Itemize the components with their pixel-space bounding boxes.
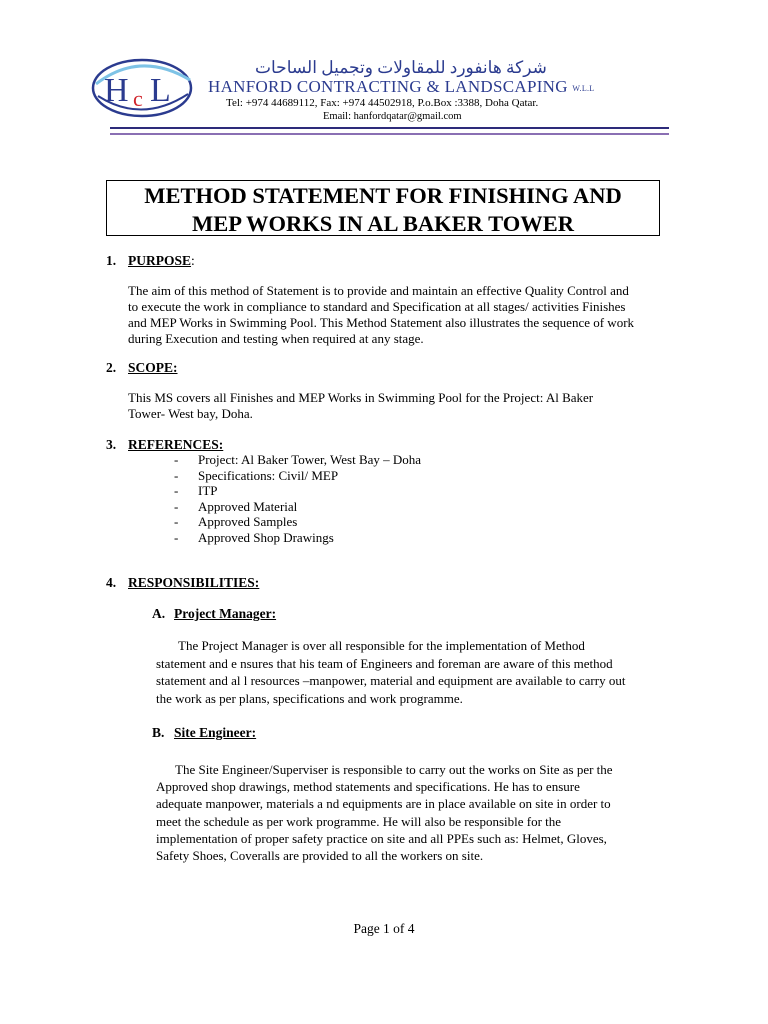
section-heading-text: REFERENCES:	[128, 437, 224, 452]
section-number: 3.	[106, 437, 117, 452]
paragraph-line: Approved shop drawings, method statements and specifications. He has to ensure	[156, 779, 580, 795]
svg-text:L: L	[150, 72, 171, 109]
section-heading-suffix: :	[191, 253, 195, 268]
paragraph-line: to execute the work in compliance to standard and Specification at all stages/ activities Finishes	[128, 299, 626, 314]
title-line-2: MEP WORKS IN AL BAKER TOWER	[192, 211, 574, 236]
paragraph-line: The aim of this method of Statement is to provide and maintain an effective Quality Control and	[128, 283, 629, 298]
title-line-1: METHOD STATEMENT FOR FINISHING AND	[144, 183, 622, 208]
section-purpose-heading	[106, 253, 195, 269]
subsection-project-manager-heading	[152, 606, 276, 622]
company-suffix: W.L.L	[572, 84, 595, 93]
header-divider-top	[110, 127, 669, 129]
section-number: 2.	[106, 360, 117, 375]
section-responsibilities-heading	[106, 575, 259, 591]
references-list	[174, 452, 421, 545]
list-item: - ITP	[174, 483, 218, 498]
paragraph-line: the work as per plans, specifications and work programme.	[156, 690, 463, 706]
svg-text:c: c	[133, 86, 143, 111]
list-item-text: ITP	[198, 483, 218, 498]
list-item: - Project: Al Baker Tower, West Bay – Doha	[174, 452, 422, 467]
section-scope-heading	[106, 360, 178, 376]
paragraph-line: The Site Engineer/Superviser is responsible to carry out the works on Site as per the	[175, 762, 613, 777]
contact-line: Tel: +974 44689112, Fax: +974 44502918, P.o.Box :3388, Doha Qatar.	[226, 97, 539, 109]
company-name-arabic: شركة هانفورد للمقاولات وتجميل الساحات	[255, 58, 547, 77]
list-item-text: Approved Samples	[198, 514, 298, 529]
paragraph-line: statement and e nsures that his team of Engineers and foreman are aware of this method	[156, 655, 613, 671]
list-item-text: Approved Material	[198, 498, 298, 514]
section-purpose-body	[128, 283, 634, 347]
list-item-text: Project: Al Baker Tower, West Bay – Doha	[198, 452, 422, 467]
paragraph-line: implementation of proper safety practice on site and all PPEs such as: Helmet, Gloves,	[156, 830, 607, 846]
section-number: 4.	[106, 575, 117, 590]
paragraph-line: The Project Manager is over all responsible for the implementation of Method	[178, 638, 585, 653]
company-logo	[90, 54, 195, 125]
list-item-text: Specifications: Civil/ MEP	[198, 467, 339, 483]
paragraph-line: meet the schedule as per work programme. He will also be responsible for the	[156, 813, 562, 829]
document-title	[106, 180, 660, 236]
section-scope-body	[128, 390, 593, 422]
email-line: Email: hanfordqatar@gmail.com	[323, 111, 462, 122]
company-name	[208, 77, 595, 97]
subsection-project-manager-body	[156, 637, 625, 707]
subsection-site-engineer-body	[156, 761, 613, 864]
paragraph-line: Tower- West bay, Doha.	[128, 406, 253, 421]
paragraph-line: adequate manpower, materials a nd equipments are in place available on site in order to	[156, 796, 611, 812]
list-item: - Approved Shop Drawings	[174, 529, 334, 545]
paragraph-line: statement and al l resources –manpower, material and equipment are available to carry out	[156, 673, 626, 688]
section-number: 1.	[106, 253, 117, 268]
header-divider-bottom	[110, 133, 669, 135]
list-item-text: Approved Shop Drawings	[198, 529, 334, 545]
subsection-letter: A.	[152, 606, 166, 621]
list-item: - Approved Samples	[174, 514, 298, 529]
subsection-site-engineer-heading	[152, 725, 256, 741]
paragraph-line: during Execution and testing when required at any stage.	[128, 331, 424, 346]
section-heading-text: PURPOSE	[128, 253, 192, 268]
page-number: Page 1 of 4	[353, 921, 415, 936]
list-item: - Specifications: Civil/ MEP	[174, 467, 339, 483]
list-item: - Approved Material	[174, 498, 298, 514]
subsection-heading-text: Project Manager:	[174, 606, 277, 621]
paragraph-line: Safety Shoes, Coveralls are provided to all the workers on site.	[156, 848, 484, 864]
subsection-heading-text: Site Engineer:	[174, 725, 257, 740]
svg-text:H: H	[104, 72, 129, 109]
section-heading-text: RESPONSIBILITIES:	[128, 575, 260, 590]
paragraph-line: and MEP Works in Swimming Pool. This Method Statement also illustrates the sequence of work	[128, 315, 635, 330]
company-name-text: HANFORD CONTRACTING & LANDSCAPING	[208, 77, 568, 96]
paragraph-line: This MS covers all Finishes and MEP Works in Swimming Pool for the Project: Al Baker	[128, 390, 594, 405]
section-references-heading	[106, 437, 223, 453]
subsection-letter: B.	[152, 725, 165, 740]
section-heading-text: SCOPE:	[128, 360, 178, 375]
